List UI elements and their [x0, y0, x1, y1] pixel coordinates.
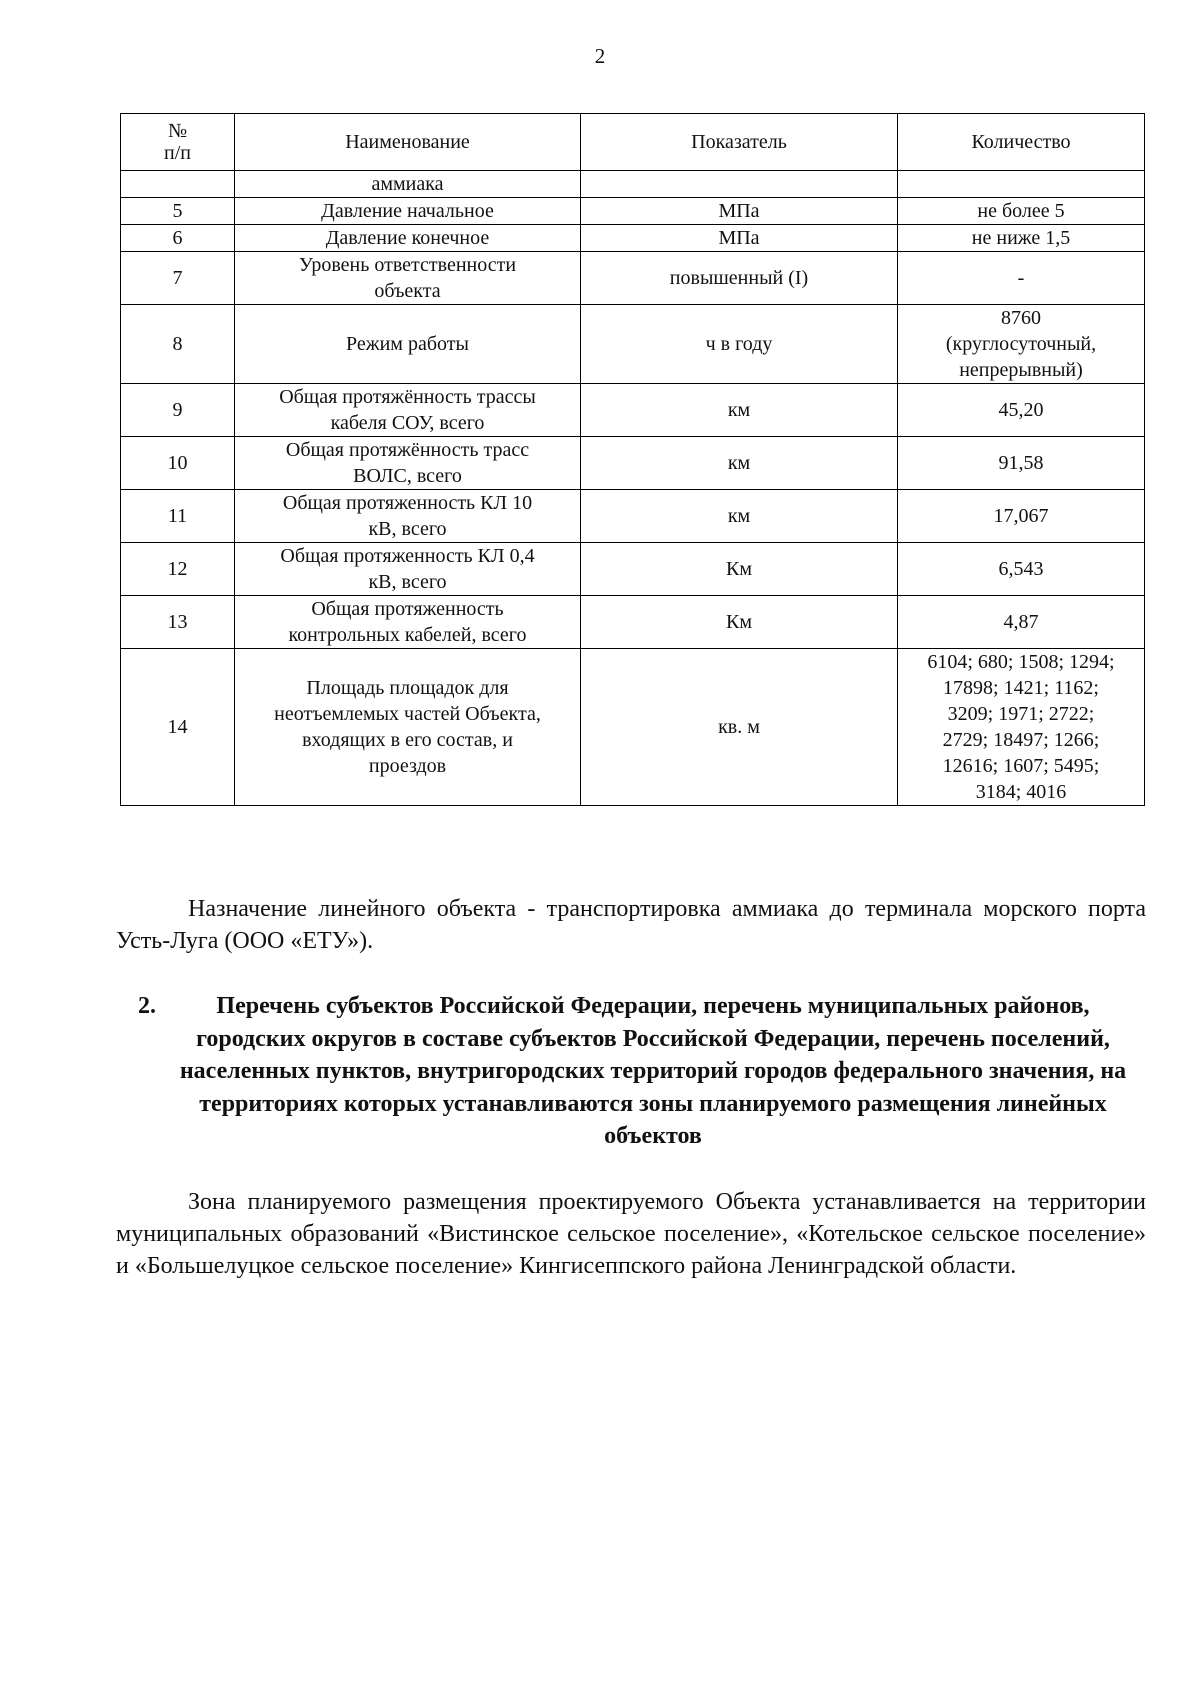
table-row — [121, 225, 1145, 252]
table-row — [121, 649, 1145, 806]
cell-quantity: не более 5 — [898, 198, 1145, 225]
cell-number: 14 — [121, 649, 235, 806]
table-row — [121, 437, 1145, 490]
cell-number: 8 — [121, 305, 235, 384]
cell-quantity — [898, 171, 1145, 198]
cell-quantity: 8760 (круглосуточный, непрерывный) — [898, 305, 1145, 384]
specification-table — [120, 113, 1145, 806]
cell-number: 13 — [121, 596, 235, 649]
cell-indicator — [581, 171, 898, 198]
cell-name: Площадь площадок для неотъемлемых частей Объекта, входящих в его состав, и проездов — [235, 649, 581, 806]
cell-name: Уровень ответственности объекта — [235, 252, 581, 305]
cell-indicator: Км — [581, 596, 898, 649]
cell-quantity: - — [898, 252, 1145, 305]
cell-indicator: ч в году — [581, 305, 898, 384]
cell-indicator: Км — [581, 543, 898, 596]
cell-quantity: 45,20 — [898, 384, 1145, 437]
cell-name: Давление конечное — [235, 225, 581, 252]
table-row — [121, 252, 1145, 305]
cell-name: Общая протяженность КЛ 10 кВ, всего — [235, 490, 581, 543]
cell-indicator: МПа — [581, 198, 898, 225]
cell-quantity: 4,87 — [898, 596, 1145, 649]
cell-number: 6 — [121, 225, 235, 252]
cell-quantity: 6,543 — [898, 543, 1145, 596]
cell-quantity: 6104; 680; 1508; 1294; 17898; 1421; 1162; 3209; 1971; 2722; 2729; 18497; 1266; 12616; 1607; 5495; 3184; 4016 — [898, 649, 1145, 806]
cell-indicator: км — [581, 490, 898, 543]
section-2-heading — [130, 990, 1146, 1153]
section-number: 2. — [138, 993, 156, 1019]
table-row — [121, 384, 1145, 437]
cell-name: Режим работы — [235, 305, 581, 384]
cell-name: Общая протяжённость трасс ВОЛС, всего — [235, 437, 581, 490]
cell-name: аммиака — [235, 171, 581, 198]
table-row — [121, 596, 1145, 649]
purpose-paragraph: Назначение линейного объекта - транспортировка аммиака до терминала морского порта Усть-Луга (ООО «ЕТУ»). — [116, 896, 1146, 954]
cell-indicator: км — [581, 384, 898, 437]
cell-name: Общая протяженность КЛ 0,4 кВ, всего — [235, 543, 581, 596]
cell-quantity: 91,58 — [898, 437, 1145, 490]
table-header-row — [121, 114, 1145, 171]
table-row — [121, 490, 1145, 543]
table-body — [121, 171, 1145, 806]
cell-number: 9 — [121, 384, 235, 437]
cell-number — [121, 171, 235, 198]
header-indicator: Показатель — [581, 114, 898, 171]
cell-indicator: повышенный (I) — [581, 252, 898, 305]
table-row — [121, 305, 1145, 384]
cell-number: 7 — [121, 252, 235, 305]
table-row — [121, 198, 1145, 225]
cell-number: 10 — [121, 437, 235, 490]
table-row — [121, 543, 1145, 596]
cell-quantity: 17,067 — [898, 490, 1145, 543]
table-row — [121, 171, 1145, 198]
cell-name: Общая протяжённость трассы кабеля СОУ, всего — [235, 384, 581, 437]
cell-number: 11 — [121, 490, 235, 543]
page-number: 2 — [594, 44, 606, 68]
cell-indicator: кв. м — [581, 649, 898, 806]
header-quantity: Количество — [898, 114, 1145, 171]
zone-paragraph: Зона планируемого размещения проектируемого Объекта устанавливается на территории муниципальных образований «Вистинское сельское поселение», «Котельское сельское поселение» и «Большелуцкое сельское поселение» Кингисеппского района Ленинградской области. — [116, 1189, 1146, 1279]
header-name: Наименование — [235, 114, 581, 171]
cell-name: Давление начальное — [235, 198, 581, 225]
header-number: № п/п — [121, 114, 235, 171]
cell-number: 5 — [121, 198, 235, 225]
cell-indicator: МПа — [581, 225, 898, 252]
cell-indicator: км — [581, 437, 898, 490]
cell-name: Общая протяженность контрольных кабелей, всего — [235, 596, 581, 649]
section-title: Перечень субъектов Российской Федерации, перечень муниципальных районов, городских округов в составе субъектов Российской Федерации, перечень поселений, населенных пунктов, внутригородских территорий городов федерального значения, на территориях которых устанавливаются зоны планируемого размещения линейных объектов — [179, 993, 1127, 1149]
cell-number: 12 — [121, 543, 235, 596]
cell-quantity: не ниже 1,5 — [898, 225, 1145, 252]
